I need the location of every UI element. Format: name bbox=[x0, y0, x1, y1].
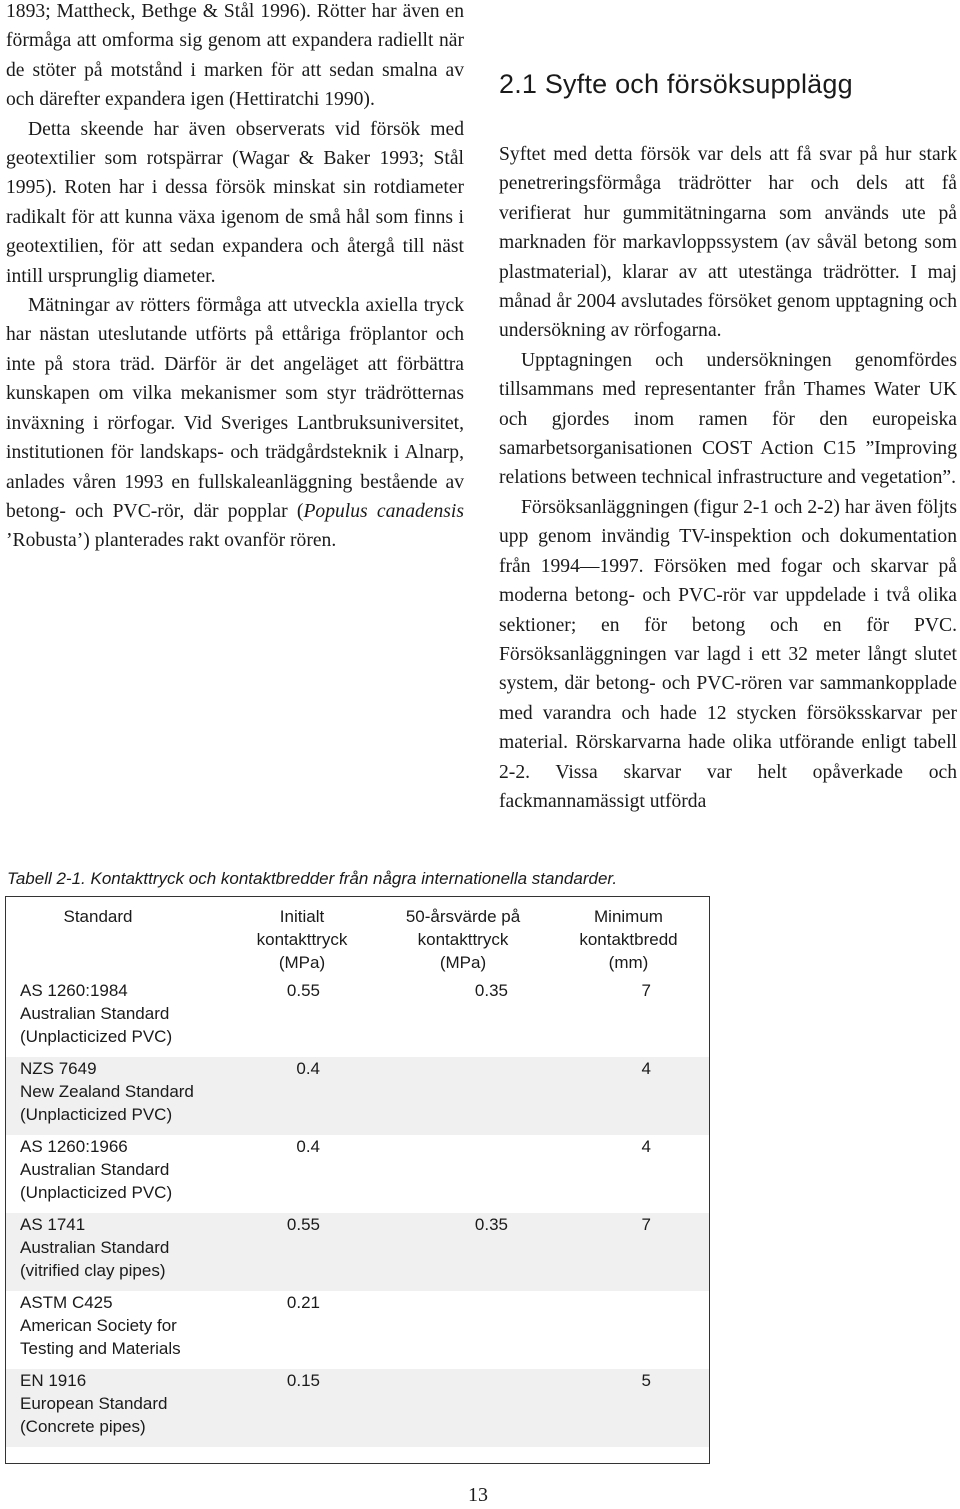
table-row bbox=[6, 1057, 709, 1135]
initial-pressure-cell: 0.4 bbox=[296, 1137, 320, 1156]
fifty-year-pressure-cell: 0.35 bbox=[474, 981, 508, 1000]
fifty-year-pressure-cell bbox=[378, 1135, 548, 1213]
paragraph: 1893; Mattheck, Bethge & Stål 1996). Rötter har även en förmåga att omforma sig genom att expandera radiellt när de stöter på motstånd i marken för att sedan smalna av och därefter expandera igen (Hettiratchi 1990). bbox=[6, 1, 464, 111]
min-width-cell bbox=[548, 1291, 709, 1369]
column-header-min-width: Minimum kontaktbredd (mm) bbox=[579, 907, 678, 972]
right-text-column bbox=[499, 66, 957, 816]
table-row bbox=[6, 1213, 709, 1291]
standards-table bbox=[5, 896, 710, 1464]
table-row bbox=[6, 1291, 709, 1369]
column-header-initial-pressure: Initialt kontakttryck (MPa) bbox=[256, 907, 348, 972]
fifty-year-pressure-cell bbox=[378, 1291, 548, 1369]
standard-cell: ASTM C425 American Society for Testing and Materials bbox=[20, 1293, 181, 1358]
table-row bbox=[6, 979, 709, 1057]
section-body bbox=[499, 140, 957, 816]
table-row bbox=[6, 1369, 709, 1447]
standard-cell: AS 1260:1984 Australian Standard (Unplacticized PVC) bbox=[20, 981, 173, 1046]
paragraph-text: Mätningar av rötters förmåga att utveckla axiella tryck har nästan uteslutande utförts på ettåriga fröplantor och inte på stora träd. Därför är det angeläget att förbättra kunskapen om vilka mekanismer som styr trädrötternas inväxning i rörfogar. Vid Sveriges Lantbruksuniversitet, institutionen för landskaps- och trädgårdsteknik i Alnarp, anlades våren 1993 en fullskaleanläggning bestående av betong- och PVC-rör, där popplar ( bbox=[6, 295, 464, 522]
standard-cell: AS 1260:1966 Australian Standard (Unplacticized PVC) bbox=[20, 1137, 173, 1202]
fifty-year-pressure-cell bbox=[378, 1369, 548, 1447]
table bbox=[6, 897, 709, 1447]
paragraph: Syftet med detta försök var dels att få svar på hur stark penetreringsförmåga trädrötter har och dels att få verifierat hur gummitätningarna som används ute på marknaden för markavloppssystem (av såväl betong som plastmaterial), klarar av att utestänga trädrötter. I maj månad år 2004 avslutades försöket genom upptagning och undersökning av rörfogarna. bbox=[499, 144, 957, 342]
column-header-fifty-year-pressure: 50-årsvärde på kontakttryck (MPa) bbox=[405, 907, 521, 972]
table-row bbox=[6, 1135, 709, 1213]
page-number: 13 bbox=[468, 1484, 488, 1506]
initial-pressure-cell: 0.4 bbox=[226, 1057, 378, 1135]
initial-pressure-cell: 0.55 bbox=[226, 1213, 378, 1291]
left-text-column bbox=[6, 0, 464, 556]
min-width-cell: 7 bbox=[548, 1213, 709, 1291]
standard-cell: AS 1741 Australian Standard (vitrified clay pipes) bbox=[6, 1213, 226, 1291]
paragraph: Upptagningen och undersökningen genomfördes tillsammans med representanter från Thames Water UK och gjordes inom ramen för den europeiska samarbetsorganisationen COST Action C15 ”Improving relations between technical infrastructure and vegetation”. bbox=[499, 349, 957, 489]
fifty-year-pressure-cell bbox=[378, 1057, 548, 1135]
initial-pressure-cell: 0.55 bbox=[286, 981, 320, 1000]
section-heading: 2.1 Syfte och försöksupplägg bbox=[499, 69, 853, 99]
standard-cell: NZS 7649 New Zealand Standard (Unplacticized PVC) bbox=[6, 1057, 226, 1135]
min-width-cell: 4 bbox=[641, 1137, 651, 1156]
fifty-year-pressure-cell: 0.35 bbox=[378, 1213, 548, 1291]
min-width-cell: 4 bbox=[548, 1057, 709, 1135]
min-width-cell: 5 bbox=[548, 1369, 709, 1447]
paragraph: Försöksanläggningen (figur 2-1 och 2-2) har även följts upp genom invändig TV-inspektion och dokumentation från 1994—1997. Försöken med fogar och skarvar på moderna betong- och PVC-rör var uppdelade i två olika sektioner; en för betong och en för PVC. Försöksanläggningen var lagd i ett 32 meter långt slutet system, där betong- och PVC-rören var sammankopplade med varandra och hade 12 stycken försöksskarvar per material. Rörskarvarna hade olika utförande enligt tabell 2-2. Vissa skarvar var helt opåverkade och fackmannamässigt utförda bbox=[499, 496, 957, 812]
min-width-cell: 7 bbox=[641, 981, 651, 1000]
standard-cell: EN 1916 European Standard (Concrete pipes) bbox=[6, 1369, 226, 1447]
table-caption: Tabell 2-1. Kontakttryck och kontaktbredder från några internationella standarder. bbox=[7, 869, 618, 888]
table-header-row bbox=[6, 897, 709, 979]
paragraph bbox=[6, 291, 464, 556]
initial-pressure-cell: 0.21 bbox=[286, 1293, 320, 1312]
paragraph-text: ’Robusta’) planterades rakt ovanför rören. bbox=[6, 530, 337, 552]
species-name: Populus canadensis bbox=[303, 500, 464, 522]
initial-pressure-cell: 0.15 bbox=[226, 1369, 378, 1447]
paragraph: Detta skeende har även observerats vid försök med geotextilier som rotspärrar (Wagar & Baker 1993; Stål 1995). Roten har i dessa försök minskat sin rotdiameter radikalt för att kunna växa igenom de små hål som finns i geotextilien, för att sedan expandera och återgå till näst intill ursprunglig diameter. bbox=[6, 118, 464, 287]
column-header-standard: Standard bbox=[63, 907, 133, 926]
